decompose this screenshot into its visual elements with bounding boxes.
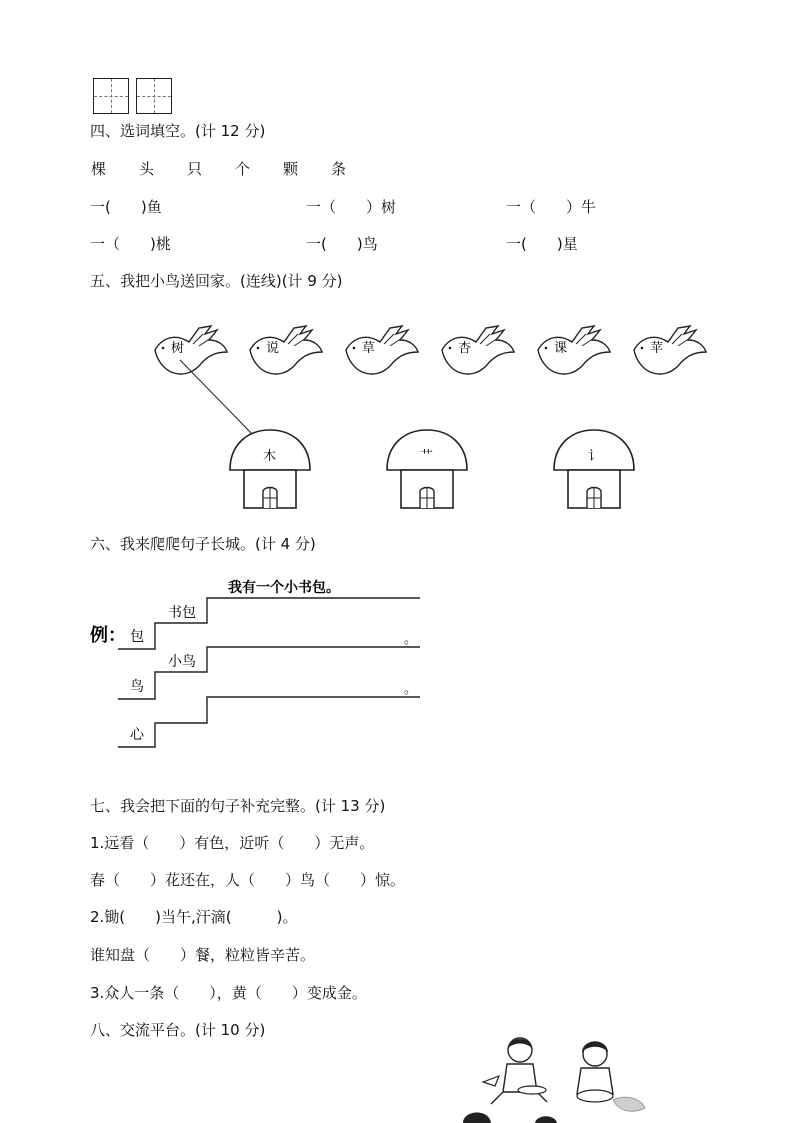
fill-blank-item[interactable]: 一（ ）树 [306, 198, 397, 216]
poem-fill-line[interactable]: 春（ ）花还在，人（ ）鸟（ ）惊。 [90, 871, 406, 889]
bird-card-4[interactable] [442, 326, 514, 374]
poem-fill-line[interactable]: 2.锄( )当午,汗滴( )。 [90, 908, 298, 926]
section7-heading: 七、我会把下面的句子补充完整。(计 13 分) [90, 797, 386, 815]
fill-blank-item[interactable]: 一( )鱼 [90, 198, 162, 216]
bird-char: 苹 [650, 341, 664, 356]
step-sentence: 我有一个小书包。 [228, 580, 340, 596]
house-1[interactable] [230, 430, 310, 508]
step-char: 心 [130, 727, 144, 743]
house-2[interactable] [387, 430, 467, 508]
fill-blank-item[interactable]: 一( )鸟 [306, 235, 378, 253]
fill-blank-item[interactable]: 一（ ）牛 [506, 198, 597, 216]
step-word: 书包 [168, 605, 196, 621]
fill-blank-item[interactable]: 一（ )桃 [90, 235, 171, 253]
word-choice: 颗 [283, 160, 299, 178]
bird-card-2[interactable] [250, 326, 322, 374]
step-sentence-end[interactable]: 。 [404, 632, 418, 647]
word-choice: 只 [187, 160, 203, 178]
bird-house-matching-area [0, 300, 794, 515]
fill-blank-item[interactable]: 一( )星 [506, 235, 578, 253]
house-radical: 艹 [420, 449, 434, 464]
word-choice: 棵 [91, 160, 107, 178]
bird-char: 草 [362, 341, 376, 356]
bird-char: 说 [266, 341, 280, 356]
section5-heading: 五、我把小鸟送回家。(连线)(计 9 分) [90, 272, 343, 290]
section6-heading: 六、我来爬爬句子长城。(计 4 分) [90, 535, 316, 553]
bird-card-5[interactable] [538, 326, 610, 374]
example-label: 例： [90, 625, 126, 646]
poem-fill-line[interactable]: 3.众人一条（ ），黄（ ）变成金。 [90, 984, 367, 1002]
poem-fill-line[interactable]: 1.远看（ ）有色，近听（ ）无声。 [90, 834, 375, 852]
children-illustration [455, 1030, 655, 1123]
house-radical: 木 [263, 449, 277, 464]
step-sentence-end[interactable]: 。 [404, 682, 418, 697]
writing-grid-box-2[interactable] [136, 78, 172, 114]
bird-card-1[interactable] [155, 326, 227, 374]
word-choice: 个 [235, 160, 251, 178]
word-choice: 条 [331, 160, 347, 178]
section8-heading: 八、交流平台。(计 10 分) [90, 1021, 266, 1039]
bird-char: 课 [554, 341, 568, 356]
bird-card-6[interactable] [634, 326, 706, 374]
step-char: 鸟 [130, 679, 144, 695]
bird-card-3[interactable] [346, 326, 418, 374]
bird-char: 树 [171, 341, 185, 356]
bird-char: 杏 [458, 341, 472, 356]
section4-heading: 四、选词填空。(计 12 分) [90, 122, 266, 140]
word-choice: 头 [139, 160, 155, 178]
sentence-great-wall [0, 565, 794, 765]
step-word: 小鸟 [168, 654, 196, 670]
step-char: 包 [130, 629, 144, 645]
house-radical: 讠 [588, 449, 602, 464]
poem-fill-line[interactable]: 谁知盘（ ）餐，粒粒皆辛苦。 [90, 946, 316, 964]
connecting-line [180, 360, 256, 438]
writing-grid-box-1[interactable] [93, 78, 129, 114]
house-3[interactable] [554, 430, 634, 508]
